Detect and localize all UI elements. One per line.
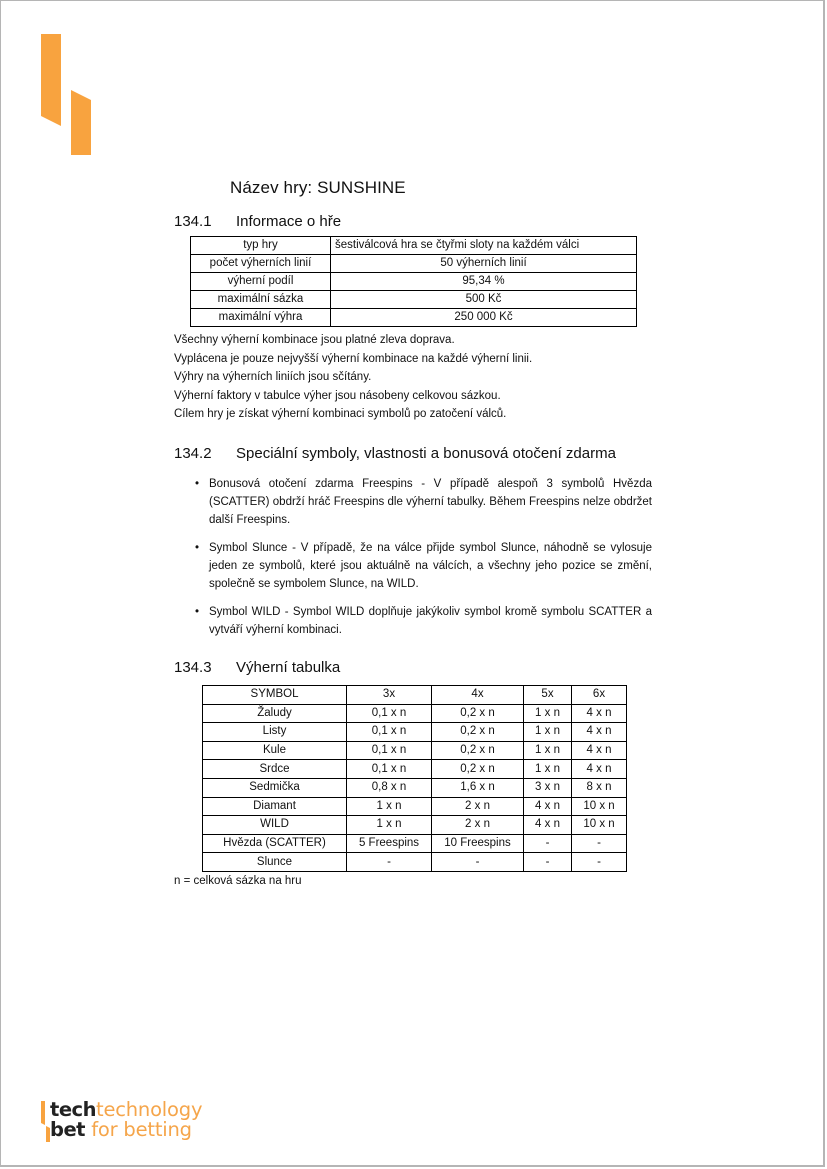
table-row [203,853,627,872]
payout-cell: 0,2 x n [432,760,524,779]
section-heading-paytable [174,659,340,676]
info-value: 95,34 % [331,273,637,291]
rule-line: Výherní faktory v tabulce výher jsou násobeny celkovou sázkou. [174,389,501,402]
table-row [191,237,637,255]
info-key: počet výherních linií [191,255,331,273]
payout-cell: 1 x n [347,816,432,835]
payout-cell: 4 x n [572,741,627,760]
list-item-text: Symbol Slunce - V případě, že na válce přijde symbol Slunce, náhodně se vylosuje jeden ze symbolů, které jsou aktuálně na válcích, a všechny jeho pozice se změní, společně se symbolem Slunce, na WILD. [209,542,652,590]
column-header: SYMBOL [203,686,347,705]
payout-cell: 8 x n [572,778,627,797]
payout-cell: 1 x n [524,704,572,723]
section-heading-special-symbols [174,445,616,462]
payout-cell: 10 x n [572,797,627,816]
table-row [191,309,637,327]
logo-word-tech: tech [50,1098,96,1121]
payout-cell: 1 x n [524,723,572,742]
payout-cell: 2 x n [432,797,524,816]
payout-cell: - [524,834,572,853]
rule-line: Výhry na výherních liniích jsou sčítány. [174,371,372,383]
symbol-cell: Žaludy [203,704,347,723]
info-value: 50 výherních linií [331,255,637,273]
table-row [191,273,637,291]
list-item-text: Symbol WILD - Symbol WILD doplňuje jakýkoliv symbol kromě symbolu SCATTER a vytváří výherní kombinaci. [209,606,652,636]
payout-cell: 4 x n [524,797,572,816]
payout-cell: 3 x n [524,778,572,797]
payout-cell: 4 x n [572,723,627,742]
column-header: 6x [572,686,627,705]
table-row [203,704,627,723]
paytable [202,685,627,872]
table-row [191,291,637,309]
symbol-cell: WILD [203,816,347,835]
rule-line: Cílem hry je získat výherní kombinaci symbolů po zatočení válců. [174,408,507,420]
info-value: 500 Kč [331,291,637,309]
paytable-footnote: n = celková sázka na hru [174,875,302,887]
payout-cell: 1 x n [347,797,432,816]
symbol-cell: Sedmička [203,778,347,797]
page-title: Název hry: SUNSHINE [230,178,406,197]
payout-cell: 0,8 x n [347,778,432,797]
info-key: typ hry [191,237,331,255]
list-item [194,475,652,529]
techbet-footer-logo [41,1098,231,1147]
section-number: 134.1 [174,213,212,230]
payout-cell: 0,2 x n [432,704,524,723]
payout-cell: - [347,853,432,872]
rule-line: Vyplácena je pouze nejvyšší výherní kombinace na každé výherní linii. [174,352,533,365]
info-value: 250 000 Kč [331,309,637,327]
table-header-row [203,686,627,705]
symbol-cell: Kule [203,741,347,760]
bullet-icon: • [195,542,200,554]
game-rules-paragraphs [174,331,532,424]
payout-cell: 0,1 x n [347,723,432,742]
info-value: šestiválcová hra se čtyřmi sloty na každém válci [331,237,637,255]
section-number: 134.3 [174,659,212,676]
table-row [203,797,627,816]
payout-cell: - [524,853,572,872]
payout-cell: 2 x n [432,816,524,835]
logo-tagline-for-betting: for betting [91,1118,192,1141]
list-item [194,539,652,593]
section-title: Informace o hře [236,213,342,230]
payout-cell: 10 x n [572,816,627,835]
symbol-cell: Listy [203,723,347,742]
logo-word-bet: bet [50,1118,86,1141]
bullet-icon: • [195,606,200,618]
game-info-table [190,236,637,327]
payout-cell: - [572,834,627,853]
techbet-logo-mark-icon [41,34,93,156]
section-title: Výherní tabulka [236,659,341,676]
payout-cell: 0,1 x n [347,704,432,723]
bullet-icon: • [195,478,200,490]
section-title: Speciální symboly, vlastnosti a bonusová otočení zdarma [236,445,616,462]
table-row [191,255,637,273]
payout-cell: 0,1 x n [347,741,432,760]
info-key: maximální výhra [191,309,331,327]
payout-cell: - [572,853,627,872]
payout-cell: 1 x n [524,741,572,760]
symbol-cell: Hvězda (SCATTER) [203,834,347,853]
symbol-cell: Slunce [203,853,347,872]
section-number: 134.2 [174,445,212,462]
column-header: 5x [524,686,572,705]
payout-cell: 5 Freespins [347,834,432,853]
list-item [194,603,652,639]
payout-cell: 4 x n [524,816,572,835]
info-key: maximální sázka [191,291,331,309]
list-item-text: Bonusová otočení zdarma Freespins - V případě alespoň 3 symbolů Hvězda (SCATTER) obdrží hráč Freespins dle výherní tabulky. Během Freespins nelze obdržet další Freespins. [209,478,652,526]
column-header: 4x [432,686,524,705]
payout-cell: - [432,853,524,872]
table-row [203,778,627,797]
payout-cell: 4 x n [572,704,627,723]
payout-cell: 0,2 x n [432,741,524,760]
special-symbols-list [194,475,652,649]
logo-tagline-technology: technology [96,1098,203,1121]
payout-cell: 0,2 x n [432,723,524,742]
payout-cell: 0,1 x n [347,760,432,779]
payout-cell: 1 x n [524,760,572,779]
table-row [203,816,627,835]
payout-cell: 1,6 x n [432,778,524,797]
symbol-cell: Srdce [203,760,347,779]
column-header: 3x [347,686,432,705]
symbol-cell: Diamant [203,797,347,816]
info-key: výherní podíl [191,273,331,291]
section-heading-info [174,213,341,230]
table-row [203,741,627,760]
logo-wordmark [50,1100,202,1140]
table-row [203,834,627,853]
payout-cell: 4 x n [572,760,627,779]
payout-cell: 10 Freespins [432,834,524,853]
table-row [203,723,627,742]
rule-line: Všechny výherní kombinace jsou platné zleva doprava. [174,334,455,346]
table-row [203,760,627,779]
